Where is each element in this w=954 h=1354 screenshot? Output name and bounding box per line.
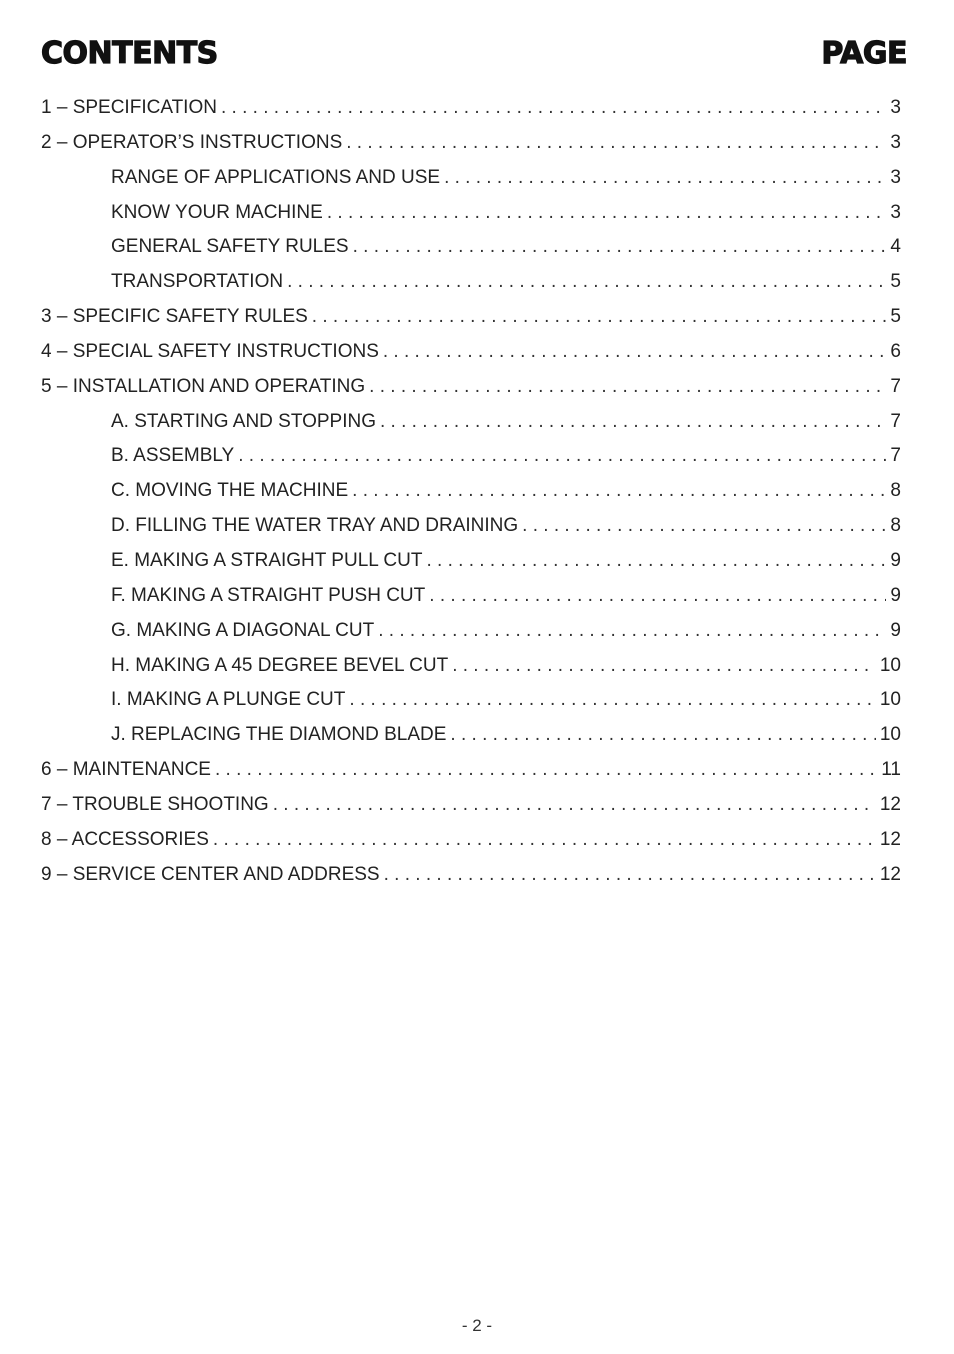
toc-entry-page: 12 [879, 828, 901, 850]
toc-entry-label: D. FILLING THE WATER TRAY AND DRAINING [111, 515, 519, 537]
toc-dot-leader [213, 823, 876, 858]
toc-entry-label: C. MOVING THE MACHINE [111, 480, 349, 502]
toc-dot-leader [349, 683, 875, 718]
toc-entry[interactable] [41, 91, 901, 126]
toc-entry-label: J. REPLACING THE DIAMOND BLADE [111, 724, 447, 746]
toc-entry[interactable] [41, 614, 901, 649]
toc-dot-leader [312, 300, 887, 335]
toc-header [41, 34, 907, 74]
toc-entry-label: F. MAKING A STRAIGHT PUSH CUT [111, 584, 426, 606]
toc-entry-page: 6 [890, 340, 901, 362]
toc-entry[interactable] [41, 683, 901, 718]
toc-entry[interactable] [41, 161, 901, 196]
toc-entry-label: TRANSPORTATION [111, 271, 284, 293]
toc-entry-page: 9 [890, 584, 901, 606]
toc-dot-leader [383, 335, 887, 370]
toc-entry-page: 7 [890, 410, 901, 432]
toc-dot-leader [380, 405, 886, 440]
toc-entry-page: 9 [890, 619, 901, 641]
toc-dot-leader [426, 544, 886, 579]
toc-entry[interactable] [41, 579, 901, 614]
toc-entry-label: 9 – SERVICE CENTER AND ADDRESS [41, 863, 380, 885]
toc-entry-page: 10 [879, 689, 901, 711]
toc-entry[interactable] [41, 474, 901, 509]
toc-entry[interactable] [41, 335, 901, 370]
toc-entry-page: 4 [890, 236, 901, 258]
toc-entry[interactable] [41, 405, 901, 440]
toc-dot-leader [327, 196, 887, 231]
toc-dot-leader [221, 91, 886, 126]
toc-entry-label: G. MAKING A DIAGONAL CUT [111, 619, 375, 641]
toc-dot-leader [522, 509, 886, 544]
toc-entry-page: 12 [879, 793, 901, 815]
toc-entry-page: 12 [879, 863, 901, 885]
toc-entry-label: A. STARTING AND STOPPING [111, 410, 376, 432]
toc-dot-leader [215, 753, 877, 788]
toc-entry-label: 4 – SPECIAL SAFETY INSTRUCTIONS [41, 340, 379, 362]
toc-entry[interactable] [41, 126, 901, 161]
toc-entry-page: 7 [890, 375, 901, 397]
toc-entry-label: 3 – SPECIFIC SAFETY RULES [41, 306, 308, 328]
toc-entry[interactable] [41, 649, 901, 684]
toc-entry[interactable] [41, 265, 901, 300]
toc-entry[interactable] [41, 753, 901, 788]
toc-entry[interactable] [41, 439, 901, 474]
toc-entry-label: RANGE OF APPLICATIONS AND USE [111, 166, 441, 188]
toc-entry-label: 5 – INSTALLATION AND OPERATING [41, 375, 366, 397]
page-number: - 2 - [461, 1316, 493, 1335]
toc-entry-label: 6 – MAINTENANCE [41, 759, 211, 781]
toc-entry[interactable] [41, 858, 901, 893]
toc-entry-page: 10 [879, 724, 901, 746]
toc-dot-leader [452, 649, 876, 684]
toc-entry[interactable] [41, 300, 901, 335]
contents-title: CONTENTS [41, 36, 218, 71]
toc-entry-page: 7 [890, 445, 901, 467]
toc-entry[interactable] [41, 718, 901, 753]
toc-entry-label: 2 – OPERATOR’S INSTRUCTIONS [41, 131, 343, 153]
toc-dot-leader [369, 370, 886, 405]
page-column-heading: PAGE [821, 36, 907, 71]
toc-entry-label: I. MAKING A PLUNGE CUT [111, 689, 346, 711]
toc-dot-leader [353, 230, 887, 265]
toc-entry-page: 8 [890, 515, 901, 537]
toc-entry-label: GENERAL SAFETY RULES [111, 236, 349, 258]
toc-dot-leader [346, 126, 886, 161]
toc-entry-page: 3 [890, 131, 901, 153]
toc-dot-leader [450, 718, 875, 753]
toc-entry-page: 5 [890, 306, 901, 328]
toc-entry[interactable] [41, 509, 901, 544]
toc-entry[interactable] [41, 230, 901, 265]
toc-entry[interactable] [41, 196, 901, 231]
toc-entry[interactable] [41, 823, 901, 858]
toc-entry-page: 5 [890, 271, 901, 293]
toc-entry[interactable] [41, 788, 901, 823]
toc-entry-label: 1 – SPECIFICATION [41, 97, 217, 118]
toc-entry-label: 8 – ACCESSORIES [41, 828, 209, 850]
toc-dot-leader [273, 788, 876, 823]
toc-entry-label: 7 – TROUBLE SHOOTING [41, 793, 269, 815]
toc-dot-leader [378, 614, 886, 649]
toc-dot-leader [429, 579, 886, 614]
toc-entry-page: 3 [890, 201, 901, 223]
toc-entry-label: B. ASSEMBLY [111, 445, 235, 467]
toc-entry-page: 3 [890, 97, 901, 118]
toc-dot-leader [352, 474, 886, 509]
toc-entry-label: H. MAKING A 45 DEGREE BEVEL CUT [111, 654, 449, 676]
toc-entry-page: 11 [881, 759, 901, 781]
toc-entry-label: E. MAKING A STRAIGHT PULL CUT [111, 549, 423, 571]
toc-entry-label: KNOW YOUR MACHINE [111, 201, 323, 223]
toc-entry-page: 3 [890, 166, 901, 188]
table-of-contents [41, 91, 901, 892]
toc-dot-leader [444, 161, 886, 196]
toc-entry-page: 9 [890, 549, 901, 571]
toc-dot-leader [287, 265, 886, 300]
toc-entry[interactable] [41, 370, 901, 405]
toc-entry[interactable] [41, 544, 901, 579]
toc-entry-page: 10 [879, 654, 901, 676]
toc-entry-page: 8 [890, 480, 901, 502]
toc-dot-leader [238, 439, 886, 474]
toc-dot-leader [384, 858, 876, 893]
